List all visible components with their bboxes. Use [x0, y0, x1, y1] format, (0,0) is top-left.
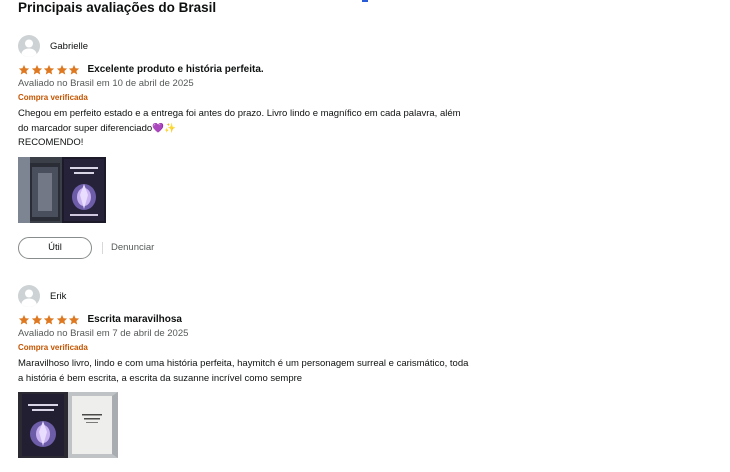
review-card — [18, 284, 538, 458]
review-image-thumbnail[interactable] — [68, 392, 118, 458]
book-cover-photo-image — [62, 157, 106, 223]
review-image-thumbnail[interactable] — [62, 157, 106, 223]
review-image-thumbnail[interactable] — [18, 157, 62, 223]
review-body-line: Maravilhoso livro, lindo e com uma história perfeita, haymitch é um personagem surreal e carismático, toda — [18, 358, 469, 369]
verified-purchase-badge: Compra verificada — [18, 343, 88, 352]
section-title: Principais avaliações do Brasil — [18, 0, 217, 15]
review-card — [18, 34, 538, 259]
review-body-line: Chegou em perfeito estado e a entrega foi antes do prazo. Livro lindo e magnífico em cada palavra, além — [18, 108, 461, 119]
review-images — [18, 392, 538, 458]
review-body-line: RECOMENDO! — [18, 137, 84, 148]
review-body-line: do marcador super diferenciado💜✨ — [18, 122, 176, 134]
review-date: Avaliado no Brasil em 10 de abril de 2025 — [18, 78, 194, 89]
star-icon — [43, 314, 55, 326]
star-icon — [18, 314, 30, 326]
user-silhouette-icon — [18, 35, 40, 57]
review-title[interactable]: Excelente produto e história perfeita. — [87, 64, 264, 75]
book-cover-photo-image — [18, 392, 68, 458]
star-icon — [56, 64, 68, 76]
review-image-thumbnail[interactable] — [18, 392, 68, 458]
star-icon — [31, 64, 43, 76]
star-icon — [31, 314, 43, 326]
reviewer-profile[interactable] — [18, 34, 538, 58]
reviewer-name: Erik — [50, 290, 67, 302]
star-icon — [43, 64, 55, 76]
star-icon — [56, 314, 68, 326]
review-date: Avaliado no Brasil em 7 de abril de 2025 — [18, 328, 189, 339]
reviewer-profile[interactable] — [18, 284, 538, 308]
verified-purchase-badge: Compra verificada — [18, 93, 88, 102]
decorative-mark — [362, 0, 368, 2]
user-silhouette-icon — [18, 285, 40, 307]
helpful-button[interactable]: Útil — [18, 237, 92, 259]
reviewer-name: Gabrielle — [50, 40, 89, 52]
star-icon — [68, 314, 80, 326]
review-body — [18, 107, 538, 151]
book-photo-left-image — [18, 157, 62, 223]
review-images — [18, 157, 538, 223]
star-icon — [18, 64, 30, 76]
star-rating[interactable] — [18, 314, 81, 326]
book-open-page-photo-image — [68, 392, 118, 458]
avatar — [18, 285, 40, 307]
avatar — [18, 35, 40, 57]
review-body — [18, 357, 538, 386]
star-rating[interactable] — [18, 64, 81, 76]
star-icon — [68, 64, 80, 76]
report-link[interactable]: Denunciar — [111, 242, 155, 253]
review-title[interactable]: Escrita maravilhosa — [87, 314, 182, 325]
review-body-line: a história é bem escrita, a escrita da suzanne incrível como sempre — [18, 372, 303, 384]
divider — [102, 242, 103, 254]
